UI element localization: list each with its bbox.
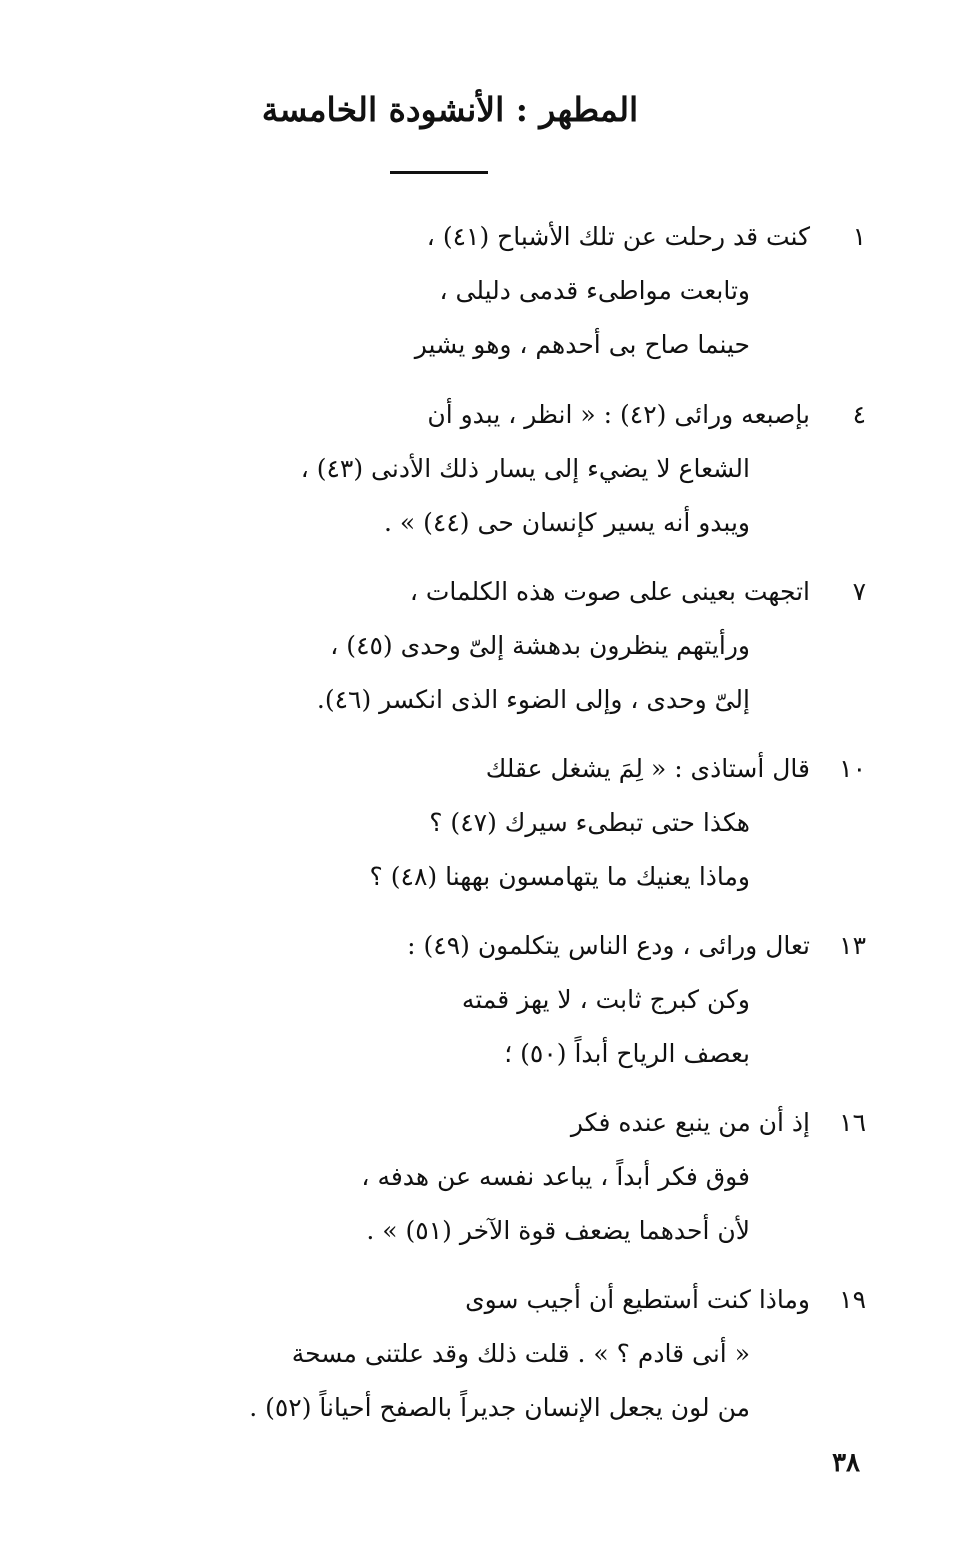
verse-line: وماذا كنت أستطيع أن أجيب سوى	[465, 1285, 810, 1314]
verse-number: ٤	[852, 400, 866, 429]
verse-number: ١٦	[839, 1108, 866, 1137]
verse-line: إلىّ وحدى ، وإلى الضوء الذى انكسر (٤٦).	[316, 685, 750, 714]
verse-line: كنت قد رحلت عن تلك الأشباح (٤١) ،	[426, 222, 810, 251]
verse-line: لأن أحدهما يضعف قوة الآخر (٥١) » .	[366, 1216, 750, 1245]
verse-number: ١٠	[839, 754, 866, 783]
verse-number: ٧	[852, 577, 866, 606]
verse-line: قال أستاذى : « لِمَ يشغل عقلك	[485, 754, 810, 783]
verse-line: ورأيتهم ينظرون بدهشة إلىّ وحدى (٤٥) ،	[330, 631, 750, 660]
verse-line: إذ أن من ينبع عنده فكر	[570, 1108, 810, 1137]
verse-lines	[170, 210, 810, 372]
verse-line: « أنى قادم ؟ » . قلت ذلك وقد علتنى مسحة	[291, 1339, 750, 1368]
verse-line: ويبدو أنه يسير كإنسان حى (٤٤) » .	[384, 508, 750, 537]
verse-lines	[170, 919, 810, 1081]
verse-line: وماذا يعنيك ما يتهامسون بههنا (٤٨) ؟	[369, 862, 750, 891]
verse-number: ١٩	[839, 1285, 866, 1314]
verse-line: هكذا حتى تبطىء سيرك (٤٧) ؟	[429, 808, 750, 837]
page-number: ٣٨	[832, 1448, 860, 1478]
verse-line: الشعاع لا يضيء إلى يسار ذلك الأدنى (٤٣) ،	[300, 454, 750, 483]
verse-line: حينما صاح بى أحدهم ، وهو يشير	[414, 330, 750, 359]
verse-line: فوق فكر أبداً ، يباعد نفسه عن هدفه ،	[361, 1162, 750, 1191]
verse-line: بإصبعه ورائى (٤٢) : « انظر ، يبدو أن	[427, 400, 810, 429]
page-title: المطهر : الأنشودة الخامسة	[261, 90, 639, 129]
verse-line: اتجهت بعينى على صوت هذه الكلمات ،	[409, 577, 810, 606]
verse-line: من لون يجعل الإنسان جديراً بالصفح أحياناً (٥٢) .	[249, 1393, 750, 1422]
verse-lines	[170, 1096, 810, 1258]
verse-line: وكن كبرج ثابت ، لا يهز قمته	[461, 985, 750, 1014]
verse-lines	[170, 388, 810, 550]
verse-lines	[170, 742, 810, 904]
verse-line: تعال ورائى ، ودع الناس يتكلمون (٤٩) :	[407, 931, 810, 960]
verse-line: وتابعت مواطىء قدمى دليلى ،	[439, 276, 750, 305]
verse-number: ١٣	[839, 931, 866, 960]
verse-line: بعصف الرياح أبداً (٥٠) ؛	[504, 1039, 750, 1068]
verse-lines	[170, 565, 810, 727]
verse-number: ١	[852, 222, 866, 251]
verse-lines	[170, 1273, 810, 1435]
title-divider	[390, 171, 488, 174]
